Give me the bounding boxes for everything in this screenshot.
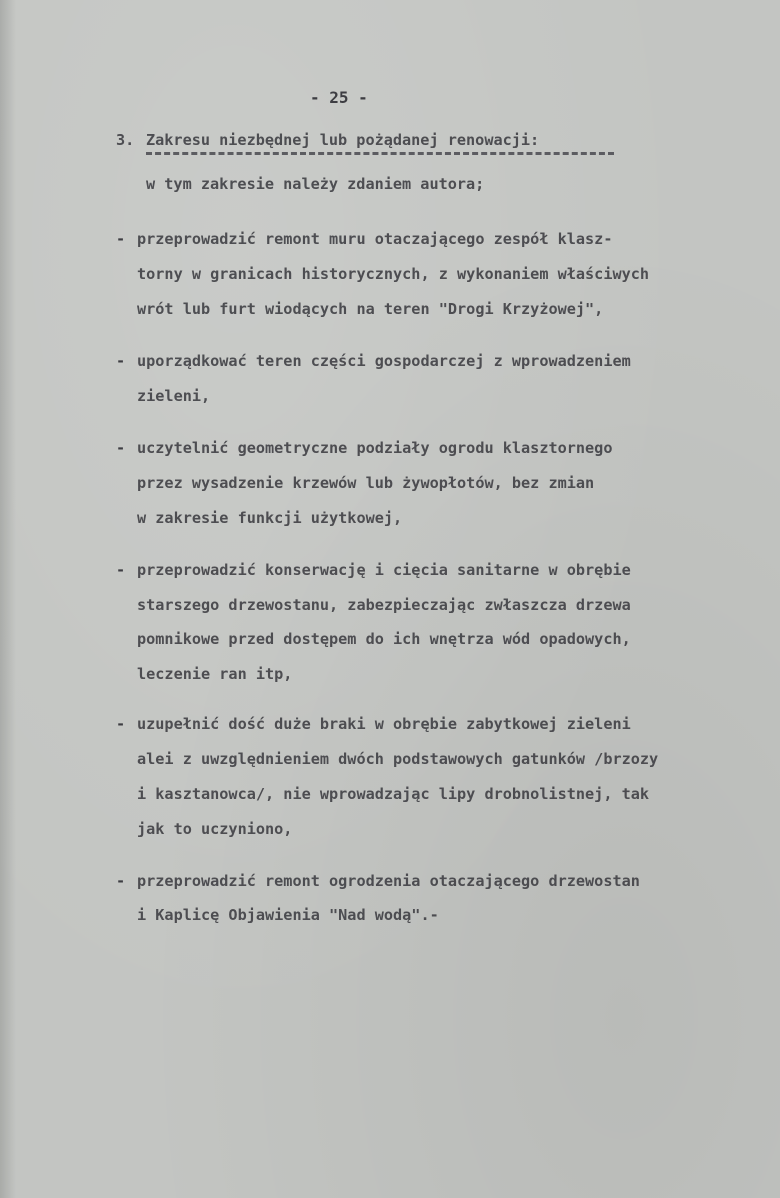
list-item-line: leczenie ran itp, [137, 665, 293, 683]
bullet-dash: - [116, 715, 126, 733]
list-item-line: przeprowadzić remont ogrodzenia otaczającego drzewostan [137, 872, 640, 890]
page-edge-shadow [0, 0, 16, 1198]
bullet-dash: - [116, 352, 126, 370]
list-item-line: przez wysadzenie krzewów lub żywopłotów, bez zmian [137, 474, 595, 492]
list-item-line: alei z uwzględnieniem dwóch podstawowych gatunków /brzozy [137, 750, 659, 768]
list-item-line: i kasztanowca/, nie wprowadzając lipy drobnolistnej, tak [137, 785, 650, 803]
section-intro: w tym zakresie należy zdaniem autora; [146, 175, 485, 193]
page-number: - 25 - [310, 88, 368, 107]
heading-underline [146, 152, 614, 155]
list-item-line: starszego drzewostanu, zabezpieczając zwłaszcza drzewa [137, 596, 631, 614]
section-heading: Zakresu niezbędnej lub pożądanej renowacji: [146, 131, 540, 149]
list-item-line: torny w granicach historycznych, z wykonaniem właściwych [137, 265, 650, 283]
list-item-line: i Kaplicę Objawienia "Nad wodą".- [137, 906, 439, 924]
section-number: 3. [116, 131, 135, 149]
list-item-line: uczytelnić geometryczne podziały ogrodu klasztornego [137, 439, 613, 457]
list-item-line: zieleni, [137, 387, 211, 405]
list-item-line: przeprowadzić konserwację i cięcia sanitarne w obrębie [137, 561, 631, 579]
bullet-dash: - [116, 230, 126, 248]
list-item-line: w zakresie funkcji użytkowej, [137, 509, 403, 527]
list-item-line: wrót lub furt wiodących na teren "Drogi Krzyżowej", [137, 300, 604, 318]
list-item-line: uzupełnić dość duże braki w obrębie zabytkowej zieleni [137, 715, 631, 733]
bullet-dash: - [116, 439, 126, 457]
list-item-line: jak to uczyniono, [137, 820, 293, 838]
list-item-line: uporządkować teren części gospodarczej z wprowadzeniem [137, 352, 631, 370]
list-item-line: pomnikowe przed dostępem do ich wnętrza wód opadowych, [137, 630, 631, 648]
list-item-line: przeprowadzić remont muru otaczającego zespół klasz- [137, 230, 613, 248]
bullet-dash: - [116, 872, 126, 890]
bullet-dash: - [116, 561, 126, 579]
